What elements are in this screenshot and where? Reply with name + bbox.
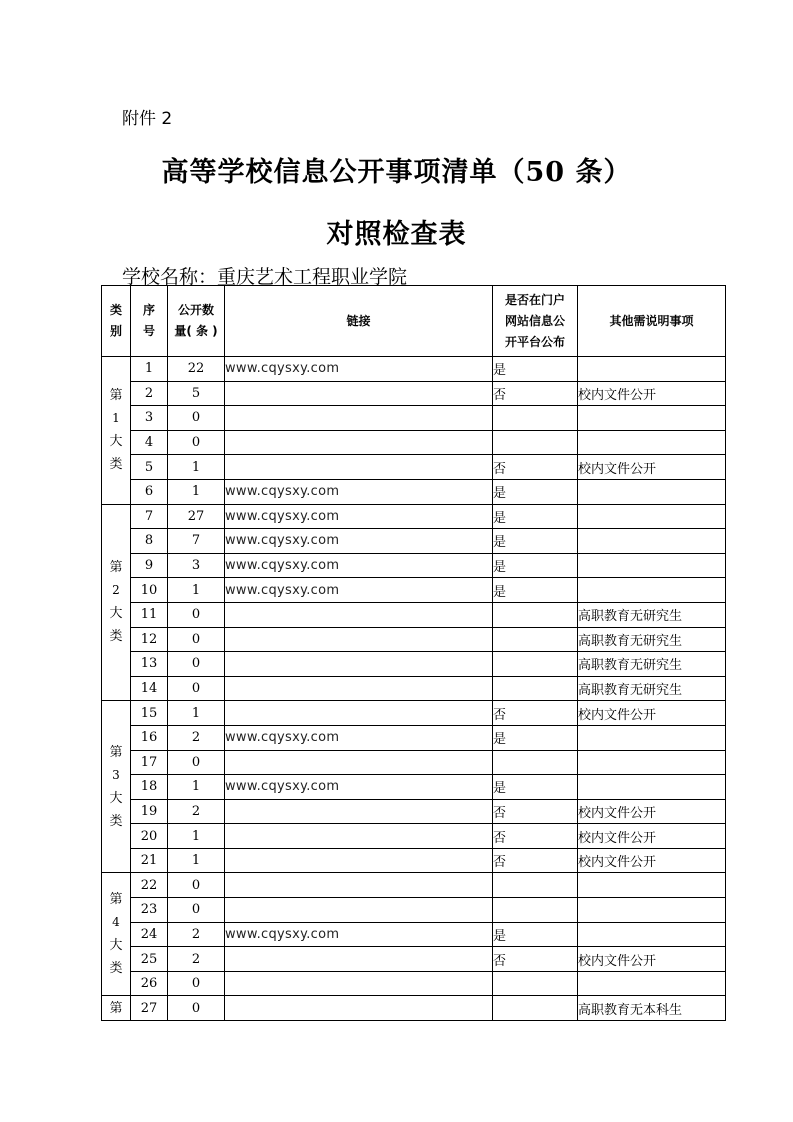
header-notes: 其他需说明事项 (578, 286, 726, 357)
note-cell (578, 357, 726, 382)
category-cell (102, 996, 131, 1021)
count-cell: 0 (168, 406, 225, 431)
published-cell (493, 873, 578, 898)
published-cell (493, 430, 578, 455)
seq-cell: 16 (131, 725, 168, 750)
seq-cell: 25 (131, 947, 168, 972)
link-cell: www.cqysxy.com (225, 578, 493, 603)
note-cell (578, 971, 726, 996)
table-row (102, 971, 726, 996)
count-cell: 7 (168, 529, 225, 554)
note-cell: 校内文件公开 (578, 824, 726, 849)
link-cell: www.cqysxy.com (225, 529, 493, 554)
seq-cell: 10 (131, 578, 168, 603)
note-cell (578, 430, 726, 455)
category-label-char: 类 (109, 813, 123, 829)
seq-cell: 5 (131, 455, 168, 480)
published-cell: 是 (493, 775, 578, 800)
link-cell (225, 455, 493, 480)
link-cell (225, 824, 493, 849)
table-row (102, 406, 726, 431)
note-cell (578, 873, 726, 898)
count-cell: 27 (168, 504, 225, 529)
count-cell: 3 (168, 553, 225, 578)
seq-cell: 21 (131, 848, 168, 873)
published-cell (493, 996, 578, 1021)
link-cell (225, 848, 493, 873)
seq-cell: 17 (131, 750, 168, 775)
link-cell (225, 996, 493, 1021)
note-cell: 高职教育无本科生 (578, 996, 726, 1021)
published-cell (493, 971, 578, 996)
link-cell: www.cqysxy.com (225, 922, 493, 947)
category-cell (102, 357, 131, 505)
link-cell: www.cqysxy.com (225, 553, 493, 578)
table-row (102, 725, 726, 750)
category-label-char: 类 (109, 457, 123, 473)
count-cell: 2 (168, 725, 225, 750)
category-label-char: 大 (109, 790, 123, 806)
published-cell: 是 (493, 529, 578, 554)
published-cell (493, 750, 578, 775)
category-label-char: 类 (109, 629, 123, 645)
link-cell (225, 381, 493, 406)
header-published-line: 是否在门户 (504, 292, 565, 307)
category-label-char: 大 (109, 938, 123, 954)
note-cell: 高职教育无研究生 (578, 652, 726, 677)
document-title: 高等学校信息公开事项清单（50 条） (161, 157, 632, 188)
category-cell (102, 701, 131, 873)
count-cell: 2 (168, 922, 225, 947)
link-cell (225, 971, 493, 996)
table-row (102, 775, 726, 800)
header-published (493, 286, 578, 357)
header-category-line: 类 (109, 303, 122, 317)
category-label-char: 类 (109, 961, 123, 977)
link-cell (225, 430, 493, 455)
link-cell: www.cqysxy.com (225, 775, 493, 800)
table-row (102, 602, 726, 627)
count-cell: 0 (168, 652, 225, 677)
published-cell: 是 (493, 578, 578, 603)
seq-cell: 12 (131, 627, 168, 652)
link-cell (225, 799, 493, 824)
checklist-table (101, 285, 726, 1021)
seq-cell: 20 (131, 824, 168, 849)
count-cell: 5 (168, 381, 225, 406)
published-cell (493, 652, 578, 677)
link-cell (225, 947, 493, 972)
table-row (102, 553, 726, 578)
seq-cell: 6 (131, 479, 168, 504)
published-cell: 是 (493, 553, 578, 578)
attachment-label: 附件 2 (122, 109, 173, 129)
table-row (102, 529, 726, 554)
link-cell (225, 652, 493, 677)
header-category-line: 别 (109, 324, 122, 338)
table-row (102, 357, 726, 382)
published-cell (493, 676, 578, 701)
count-cell: 0 (168, 430, 225, 455)
header-seq-line: 序 (142, 303, 155, 317)
note-cell: 校内文件公开 (578, 848, 726, 873)
link-cell (225, 898, 493, 923)
count-cell: 1 (168, 455, 225, 480)
category-label-char: 4 (112, 915, 120, 930)
count-cell: 0 (168, 750, 225, 775)
seq-cell: 14 (131, 676, 168, 701)
category-label-char: 第 (109, 744, 123, 760)
seq-cell: 22 (131, 873, 168, 898)
table-row (102, 824, 726, 849)
published-cell: 否 (493, 848, 578, 873)
count-cell: 2 (168, 947, 225, 972)
category-label-char: 1 (112, 411, 120, 426)
link-cell (225, 676, 493, 701)
table-row (102, 652, 726, 677)
link-cell: www.cqysxy.com (225, 357, 493, 382)
note-cell (578, 922, 726, 947)
count-cell: 22 (168, 357, 225, 382)
header-seq-line: 号 (142, 324, 155, 338)
published-cell: 是 (493, 922, 578, 947)
count-cell: 0 (168, 627, 225, 652)
link-cell: www.cqysxy.com (225, 504, 493, 529)
note-cell (578, 504, 726, 529)
note-cell (578, 406, 726, 431)
table-row (102, 430, 726, 455)
category-label-char: 第 (109, 560, 123, 576)
published-cell: 否 (493, 947, 578, 972)
table-row (102, 381, 726, 406)
header-count-line: 公开数 (177, 303, 214, 317)
note-cell: 校内文件公开 (578, 947, 726, 972)
school-name-line: 学校名称：重庆艺术工程职业学院 (122, 266, 408, 288)
seq-cell: 3 (131, 406, 168, 431)
count-cell: 2 (168, 799, 225, 824)
count-cell: 0 (168, 898, 225, 923)
table-row (102, 922, 726, 947)
published-cell: 否 (493, 824, 578, 849)
note-cell: 高职教育无研究生 (578, 627, 726, 652)
seq-cell: 27 (131, 996, 168, 1021)
count-cell: 0 (168, 602, 225, 627)
table-header-row (102, 286, 726, 357)
table-row (102, 996, 726, 1021)
category-label-char: 大 (109, 606, 123, 622)
note-cell (578, 578, 726, 603)
note-cell: 校内文件公开 (578, 381, 726, 406)
table-row (102, 750, 726, 775)
published-cell: 是 (493, 479, 578, 504)
table-row (102, 504, 726, 529)
table-row (102, 578, 726, 603)
seq-cell: 9 (131, 553, 168, 578)
count-cell: 1 (168, 578, 225, 603)
category-cell (102, 873, 131, 996)
note-cell (578, 750, 726, 775)
category-label-char: 第 (109, 388, 123, 404)
link-cell (225, 627, 493, 652)
seq-cell: 4 (131, 430, 168, 455)
header-seq (131, 286, 168, 357)
table-row (102, 455, 726, 480)
link-cell (225, 701, 493, 726)
link-cell (225, 406, 493, 431)
note-cell (578, 479, 726, 504)
count-cell: 0 (168, 676, 225, 701)
table-row (102, 873, 726, 898)
published-cell: 否 (493, 381, 578, 406)
published-cell (493, 627, 578, 652)
count-cell: 1 (168, 701, 225, 726)
count-cell: 0 (168, 873, 225, 898)
link-cell: www.cqysxy.com (225, 479, 493, 504)
published-cell (493, 898, 578, 923)
published-cell: 是 (493, 504, 578, 529)
header-category (102, 286, 131, 357)
seq-cell: 18 (131, 775, 168, 800)
published-cell: 否 (493, 799, 578, 824)
category-label-char: 3 (112, 767, 120, 782)
header-published-line: 网站信息公 (504, 313, 565, 328)
note-cell (578, 775, 726, 800)
published-cell (493, 602, 578, 627)
seq-cell: 24 (131, 922, 168, 947)
table-row (102, 947, 726, 972)
category-label-char: 2 (112, 583, 120, 598)
note-cell: 校内文件公开 (578, 701, 726, 726)
table-row (102, 848, 726, 873)
note-cell (578, 725, 726, 750)
header-published-line: 开平台公布 (504, 334, 565, 349)
published-cell: 是 (493, 357, 578, 382)
seq-cell: 7 (131, 504, 168, 529)
document-subtitle: 对照检查表 (326, 219, 467, 250)
note-cell: 高职教育无研究生 (578, 602, 726, 627)
table-row (102, 627, 726, 652)
seq-cell: 23 (131, 898, 168, 923)
seq-cell: 1 (131, 357, 168, 382)
category-label-char: 大 (109, 434, 123, 450)
count-cell: 1 (168, 479, 225, 504)
table-body (102, 357, 726, 1021)
table-row (102, 799, 726, 824)
header-count (168, 286, 225, 357)
seq-cell: 13 (131, 652, 168, 677)
category-label-char: 第 (109, 1000, 123, 1016)
seq-cell: 19 (131, 799, 168, 824)
published-cell: 是 (493, 725, 578, 750)
category-label-char: 第 (109, 892, 123, 908)
link-cell (225, 602, 493, 627)
seq-cell: 2 (131, 381, 168, 406)
count-cell: 0 (168, 971, 225, 996)
note-cell (578, 529, 726, 554)
table-row (102, 676, 726, 701)
seq-cell: 11 (131, 602, 168, 627)
published-cell (493, 406, 578, 431)
published-cell: 否 (493, 455, 578, 480)
published-cell: 否 (493, 701, 578, 726)
note-cell (578, 898, 726, 923)
header-count-line: 量( 条 ) (174, 324, 218, 338)
table-row (102, 479, 726, 504)
count-cell: 1 (168, 775, 225, 800)
table-row (102, 701, 726, 726)
count-cell: 0 (168, 996, 225, 1021)
category-cell (102, 504, 131, 701)
note-cell: 校内文件公开 (578, 799, 726, 824)
link-cell: www.cqysxy.com (225, 725, 493, 750)
note-cell (578, 553, 726, 578)
note-cell: 校内文件公开 (578, 455, 726, 480)
count-cell: 1 (168, 824, 225, 849)
header-link: 链接 (225, 286, 493, 357)
seq-cell: 8 (131, 529, 168, 554)
link-cell (225, 873, 493, 898)
table-row (102, 898, 726, 923)
note-cell: 高职教育无研究生 (578, 676, 726, 701)
link-cell (225, 750, 493, 775)
seq-cell: 26 (131, 971, 168, 996)
seq-cell: 15 (131, 701, 168, 726)
count-cell: 1 (168, 848, 225, 873)
